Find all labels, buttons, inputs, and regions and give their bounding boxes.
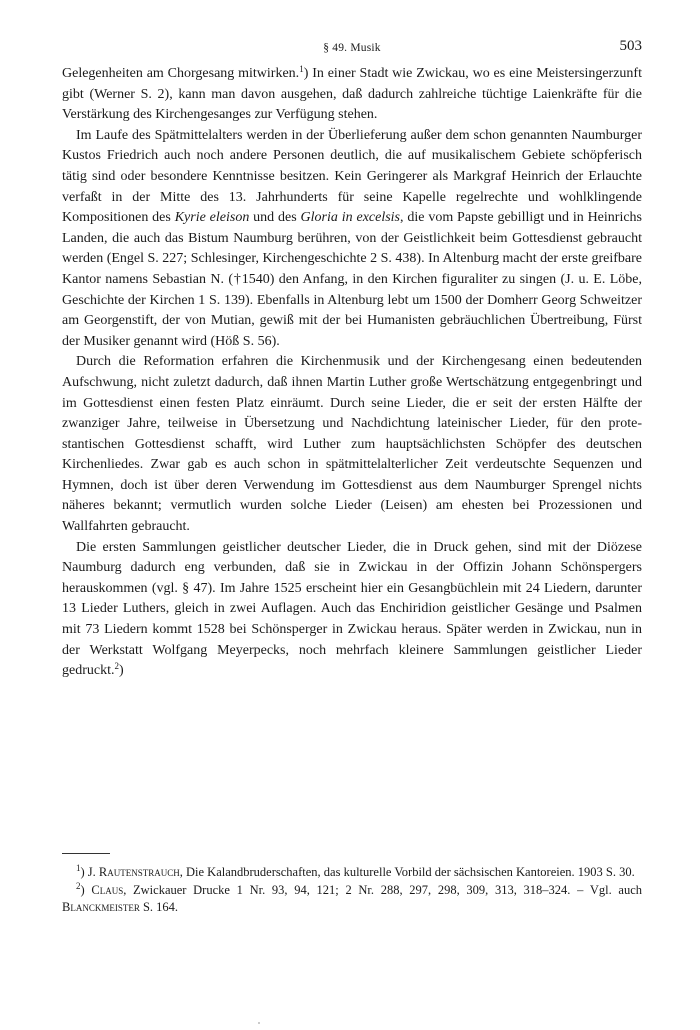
paragraph-text: Im Laufe des Spätmittelalters werden in der Überlieferung außer dem schon genannten Naumburger Kustos Friedrich auch noch andere Personen deutlich, die auf musikalischem Gebiete schöpferisch tätig sind oder besondere Kenntnisse besitzen. Kein Geringerer als Markgraf Heinrich der Erlauchte verfaßt in der Mitte des 13. Jahrhunderts für seine Kapelle regelrechte und wohlklingende Kompositionen des (62, 127, 642, 226)
paragraph-text: Gelegenheiten am Chorgesang mitwirken. (62, 66, 300, 81)
footnote-author: Blanckmeister (62, 900, 140, 914)
paragraph-4 (62, 538, 642, 682)
footnote-text: , Zwickauer Drucke 1 Nr. 93, 94, 121; 2 Nr. 288, 297, 298, 309, 313, 318–324. – Vgl. auch (123, 882, 642, 897)
paragraph-1 (62, 64, 642, 126)
footnote-mark: 1 (76, 863, 81, 873)
running-head: § 49. Musik (323, 42, 381, 54)
footnote-author: J. Rautenstrauch (87, 865, 180, 879)
paragraph-text: ) (118, 663, 124, 679)
footnote-text: S. 164. (139, 900, 179, 914)
paragraph-text: , die vom Papste gebilligt und in Heinrichs Landen, die auch das Bistum Naumburg berühren, von der Geistlichkeit beim Gottesdienst gebraucht werden (Engel S. 227; Schlesinger, Kirchengeschichte 2 S. 438). In Altenburg macht der erste greifbare Kantor namens Sebastian N. (†1540) den Anfang, in den Kirchen figuraliter zu singen (J. u. E. Löbe, Geschichte der Kirchen 1 S. 139). Ebenfalls in Altenburg lebt um 1500 der Domherr Georg Schweitzer am Georgenstift, der von Mutian, gewiß mit der bei Humanisten gebräuchlichen Übertreibung, Fürst der Musiker genannt wird (Höß S. 56). (62, 210, 643, 349)
footnote-author: Claus (91, 882, 124, 897)
paragraph-2 (62, 126, 642, 353)
paragraph-3: Durch die Reformation erfahren die Kirchenmusik und der Kirchengesang einen bedeutenden Aufschwung, nicht zuletzt dadurch, daß ihnen Martin Luther große Wertschätzung entgegenbringt und im Gottesdienst einen festen Platz einräumt. Durch seine Lieder, die er seit der ersten Hälfte der zwanziger Jahre, teilweise in Übersetzung und Nachdichtung lateinischer Lieder, für den protestantischen Gottesdienst schafft, wird Luther zum hauptsächlichsten Schöpfer des deutschen Kirchenliedes. Zwar gab es auch schon in spätmittelalterlicher Zeit verdeutschte Sequenzen und Hymnen, doch ist über deren Verwendung im Gottesdienst aus dem Naumburger Sprengel nichts näheres bekannt; vermutlich wurden solche Lieder (Leisen) am ehesten bei Prozessionen und Wallfahrten gebraucht. (62, 354, 642, 535)
footnote-mark: 2 (76, 880, 81, 891)
footnote-ref-1: 1 (299, 64, 304, 74)
italic-title: Gloria in excelsis (300, 210, 401, 226)
footnote-ref-2: 2 (114, 661, 119, 672)
footnote-separator (62, 853, 110, 854)
scan-speck (258, 1022, 260, 1024)
footnote-1: $^1$) J. Rautenstrauch, Die Kalandbruderschaften, das kulturelle Vorbild der sächsischen Kantoreien. 1903 S. 30. (76, 863, 635, 879)
footnote-text: , Die Kalandbruderschaften, das kulturelle Vorbild der sächsischen Kantoreien. 1903 S. 30. (179, 865, 635, 879)
page-header (62, 38, 642, 62)
body-text (62, 64, 642, 682)
page-number: 503 (619, 38, 642, 54)
italic-title: Kyrie eleison (174, 210, 250, 226)
footnote-2: $^2$) Claus, Zwickauer Drucke 1 Nr. 93, 94, 121; 2 Nr. 288, 297, 298, 309, 313, 318–324. – Vgl. auch Blanckmeister S. 164. (62, 880, 642, 914)
paragraph-text: Die ersten Sammlungen geistlicher deutscher Lieder, die in Druck gehen, sind mit der Diözese Naumburg dadurch eng verbunden, daß sie in Zwickau in der Offizin Johann Schönspergers herauskommen (vgl. § 47). Im Jahre 1525 erscheint hier ein Gesangbüchlein mit 24 Liedern, darunter 13 Lieder Luthers, gleich in zwei Auflagen. Auch das Enchiridion geistlicher Gesänge und Psalmen mit 73 Liedern kommt 1528 bei Schönsperger in Zwickau heraus. Später werden in Zwickau, nun in der Werkstatt Wolfgang Meyerpecks, noch mehrfach kleinere Sammlungen geistlicher Lieder gedruckt. (62, 539, 642, 679)
paragraph-text: ) In einer Stadt wie Zwickau, wo es eine Meistersingerzunft gibt (Werner S. 2), kann man davon ausgehen, daß dadurch zahlreiche tüchtige Laienkräfte für die Verstärkung des Kirchengesanges zur Verfügung stehen. (62, 66, 642, 123)
footnotes (62, 864, 642, 917)
paragraph-text: und des (249, 210, 301, 226)
